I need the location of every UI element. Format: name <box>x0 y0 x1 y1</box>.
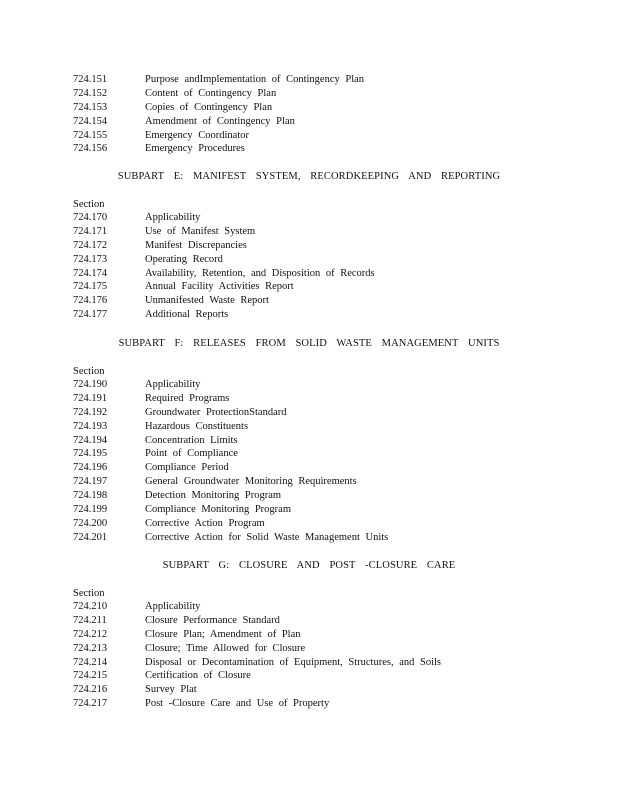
section-number: 724.197 <box>73 476 108 488</box>
section-list-contingency <box>0 73 618 156</box>
section-title: Post -Closure Care and Use of Property <box>145 698 330 710</box>
section-number: 724.213 <box>73 642 108 654</box>
list-item <box>0 115 618 129</box>
section-title: Use of Manifest System <box>145 225 256 237</box>
section-title: Detection Monitoring Program <box>145 490 282 502</box>
section-title: Additional Reports <box>145 309 229 321</box>
section-title: Content of Contingency Plan <box>145 87 277 99</box>
list-item <box>0 656 618 670</box>
section-number: 724.195 <box>73 448 108 460</box>
list-item <box>0 600 618 614</box>
section-number: 724.198 <box>73 490 108 502</box>
list-item <box>0 142 618 156</box>
section-number: 724.155 <box>73 129 108 141</box>
section-title: Manifest Discrepancies <box>145 239 247 251</box>
section-title: Concentration Limits <box>145 434 238 446</box>
section-number: 724.172 <box>73 239 108 251</box>
section-title: Applicability <box>145 601 201 612</box>
section-title: Point of Compliance <box>145 448 238 460</box>
section-number: 724.190 <box>73 379 108 390</box>
section-title: Closure Plan; Amendment of Plan <box>145 628 301 640</box>
section-number: 724.151 <box>73 74 108 85</box>
subpart-e-heading: SUBPART E: MANIFEST SYSTEM, RECORDKEEPING AND REPORTING <box>117 171 501 182</box>
list-item <box>0 683 618 697</box>
section-title: Corrective Action Program <box>145 517 265 529</box>
list-item <box>0 642 618 656</box>
section-number: 724.199 <box>73 504 108 516</box>
section-title: General Groundwater Monitoring Requirements <box>145 476 357 488</box>
list-item <box>0 628 618 642</box>
list-item <box>0 294 618 308</box>
section-number: 724.201 <box>73 531 108 543</box>
subpart-f-heading: SUBPART F: RELEASES FROM SOLID WASTE MANAGEMENT UNITS <box>118 338 500 349</box>
section-label: Section <box>73 199 105 210</box>
section-number: 724.192 <box>73 406 108 418</box>
list-item <box>0 489 618 503</box>
section-number: 724.194 <box>73 434 108 446</box>
section-list-subpart-f <box>0 378 618 545</box>
section-number: 724.174 <box>73 267 108 279</box>
section-number: 724.210 <box>73 601 108 612</box>
section-title: Purpose andImplementation of Contingency Plan <box>145 74 365 85</box>
section-number: 724.216 <box>73 684 108 696</box>
section-title: Amendment of Contingency Plan <box>145 115 295 127</box>
section-number: 724.193 <box>73 420 108 432</box>
section-number: 724.196 <box>73 462 108 474</box>
section-number: 724.215 <box>73 670 108 682</box>
section-title: Unmanifested Waste Report <box>145 295 269 307</box>
section-title: Disposal or Decontamination of Equipment, Structures, and Soils <box>145 656 441 668</box>
list-item <box>0 253 618 267</box>
section-number: 724.171 <box>73 225 108 237</box>
section-title: Operating Record <box>145 253 223 265</box>
list-item <box>0 475 618 489</box>
section-number: 724.173 <box>73 253 108 265</box>
section-number: 724.156 <box>73 143 108 155</box>
section-number: 724.211 <box>73 614 107 626</box>
list-item <box>0 697 618 711</box>
list-item <box>0 101 618 115</box>
section-title: Hazardous Constituents <box>145 420 249 432</box>
list-item <box>0 447 618 461</box>
list-item <box>0 669 618 683</box>
list-item <box>0 461 618 475</box>
section-number: 724.154 <box>73 115 108 127</box>
section-number: 724.175 <box>73 281 108 293</box>
section-number: 724.214 <box>73 656 108 668</box>
section-title: Copies of Contingency Plan <box>145 101 273 113</box>
section-number: 724.212 <box>73 628 108 640</box>
list-item <box>0 280 618 294</box>
section-title: Certification of Closure <box>145 670 251 682</box>
section-title: Compliance Monitoring Program <box>145 504 291 516</box>
list-item <box>0 73 618 87</box>
section-title: Survey Plat <box>145 684 197 696</box>
section-title: Emergency Coordinator <box>145 129 249 141</box>
section-title: Emergency Procedures <box>145 143 245 155</box>
section-number: 724.170 <box>73 212 108 223</box>
section-number: 724.217 <box>73 698 108 710</box>
list-item <box>0 531 618 545</box>
section-number: 724.200 <box>73 517 108 529</box>
list-item <box>0 517 618 531</box>
list-item <box>0 392 618 406</box>
list-item <box>0 406 618 420</box>
section-title: Applicability <box>145 379 201 390</box>
list-item <box>0 434 618 448</box>
subpart-g-heading: SUBPART G: CLOSURE AND POST -CLOSURE CARE <box>162 560 456 571</box>
section-title: Corrective Action for Solid Waste Management Units <box>145 531 389 543</box>
list-item <box>0 378 618 392</box>
list-item <box>0 239 618 253</box>
section-title: Annual Facility Activities Report <box>145 281 294 293</box>
section-list-subpart-e <box>0 211 618 322</box>
section-label: Section <box>73 366 105 377</box>
section-number: 724.176 <box>73 295 108 307</box>
section-title: Closure; Time Allowed for Closure <box>145 642 306 654</box>
section-number: 724.152 <box>73 87 108 99</box>
section-number: 724.191 <box>73 392 108 404</box>
list-item <box>0 308 618 322</box>
list-item <box>0 211 618 225</box>
section-list-subpart-g <box>0 600 618 711</box>
section-title: Compliance Period <box>145 462 229 474</box>
list-item <box>0 267 618 281</box>
section-number: 724.177 <box>73 309 108 321</box>
section-title: Availability, Retention, and Disposition of Records <box>145 267 375 279</box>
section-title: Closure Performance Standard <box>145 614 280 626</box>
list-item <box>0 614 618 628</box>
list-item <box>0 503 618 517</box>
list-item <box>0 225 618 239</box>
section-title: Required Programs <box>145 392 230 404</box>
section-number: 724.153 <box>73 101 108 113</box>
section-title: Applicability <box>145 212 201 223</box>
section-label: Section <box>73 588 105 599</box>
section-title: Groundwater ProtectionStandard <box>145 406 287 418</box>
list-item <box>0 420 618 434</box>
list-item <box>0 87 618 101</box>
list-item <box>0 129 618 143</box>
